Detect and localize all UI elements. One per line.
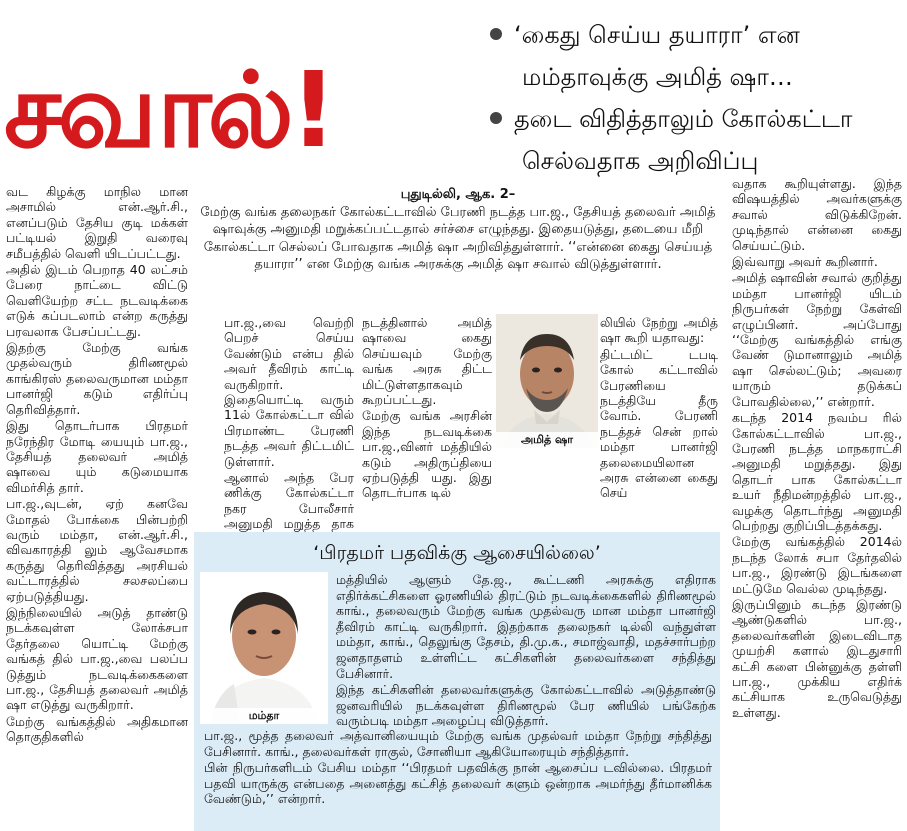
- paragraph: பா.ஜ., மூத்த தலைவர் அத்வானியையும் மேற்கு வங்க முதல்வர் மம்தா நேற்று சந்தித்து பேசினார். காங்., தலைவர்கள் ராகுல், சோனியா ஆகியோரையும் சந்தித்தார்.: [204, 728, 712, 759]
- paragraph: வதாக கூறியுள்ளது. இந்த விஷயத்தில் அவர்களுக்கு சவால் விடுக்கிறேன். முடிந்தால் என்னை கைது செய்யட்டும்.: [732, 176, 902, 253]
- column-3: [362, 315, 492, 502]
- paragraph: மேற்கு வங்கத்தில் 2014ல் நடந்த லோக் சபா தேர்தலில் பா.ஜ., இரண்டு இடங்களை மட்டுமே வெல்ல முடிந்தது.: [732, 534, 902, 596]
- paragraph: இவ்வாறு அவர் கூறினார்.: [732, 254, 878, 270]
- paragraph: அமித் ஷாவின் சவால் குறித்து மம்தா பானர்ஜி யிடம் நிருபர்கள் நேற்று கேள்வி எழுப்பினர். அப்போது ‘‘மேற்கு வங்கத்தில் எங்கு வேண் டுமானாலும் அமித் ஷா செல்லட்டும்; அவரை யாரும் தடுக்கப் போவதில்லை,’’ என்றார்.: [732, 270, 902, 409]
- paragraph: லியில் நேற்று அமித் ஷா கூறி யதாவது:: [600, 315, 718, 346]
- amit-shah-caption: அமித் ஷா: [496, 432, 598, 448]
- subheading-2: [488, 98, 903, 182]
- paragraph: வட கிழக்கு மாநில மான அசாமில் என்.ஆர்.சி., எனப்படும் தேசிய குடி மக்கள் பட்டியல் இறுதி வரைவு சமீபத்தில் வெளி யிடப்பட்டது.: [6, 184, 188, 261]
- paragraph: ஆனால் அந்த பேர ணிக்கு கோல்கட்டா நகர போலீசார் அனுமதி மறுத்த தாக: [224, 470, 354, 532]
- subheading-1-line1: ‘கைது செய்ய தயாரா’ என: [514, 21, 800, 49]
- paragraph: இந்த கட்சிகளின் தலைவர்களுக்கு கோல்கட்டாவில் அடுத்தாண்டு ஜனவரியில் நடக்கவுள்ள திரிணமூல் பேர ணியில் பங்கேற்க வரும்படி மம்தா அழைப்பு விடுத்தார்.: [336, 682, 716, 729]
- subheading-2-line2: செல்வதாக அறிவிப்பு: [522, 147, 759, 175]
- paragraph: இந்நிலையில் அடுத் தாண்டு நடக்கவுள்ள லோக்சபா தேர்தலை யொட்டி மேற்கு வங்கத் தில் பா.ஜ.,வை பலப்ப டுத்தும் நடவடிக்கைகளை பா.ஜ., தேசியத் தலைவர் அமித் ஷா எடுத்து வருகிறார்.: [6, 604, 188, 713]
- paragraph: பா.ஜ.,வுடன், ஏற் கனவே மோதல் போக்கை பின்பற்றி வரும் மம்தா, என்.ஆர்.சி., விவகாரத்தி லும் ஆவேசமாக கருத்து தெரிவித்தது அரசியல் வட்டாரத்தில் சலசலப்பை ஏற்படுத்தியது.: [6, 496, 188, 604]
- bullet-icon: [490, 112, 502, 124]
- box-text: [336, 572, 716, 730]
- column-1: [6, 184, 188, 746]
- paragraph: மேற்கு வங்கத்தில் அதிகமான தொகுதிகளில்: [6, 713, 188, 745]
- dateline: புதுடில்லி, ஆக. 2–: [400, 187, 516, 202]
- portrait-icon: [496, 314, 598, 448]
- subheading-2-line1: தடை விதித்தாலும் கோல்கட்டா: [514, 105, 853, 133]
- lede: [196, 186, 720, 274]
- column-4: [600, 315, 718, 502]
- paragraph: இருப்பினும் கடந்த இரண்டு ஆண்டுகளில் பா.ஜ., தலைவர்களின் இடைவிடாத முயற்சி களால் இடதுசாரி கட்சி களை பின்னுக்கு தள்ளி பா.ஜ., முக்கிய எதிர்க் கட்சியாக உருவெடுத்து உள்ளது.: [732, 596, 902, 720]
- subheadings: [488, 14, 903, 182]
- paragraph: மேற்கு வங்க அரசின் இந்த நடவடிக்கை பா.ஜ.,வினர் மத்தியில் கடும் அதிருப்தியை ஏற்படுத்தி யது. இது தொடர்பாக டில்: [362, 408, 492, 501]
- paragraph: கடந்த 2014 நவம்ப ரில் கோல்கட்டாவில் பா.ஜ., பேரணி நடத்த மாநகராட்சி அனுமதி மறுத்தது. இது தொடர் பாக கோல்கட்டா உயர் நீதிமன்றத்தில் பா.ஜ., வழக்கு தொடர்ந்து அனுமதி பெற்றது குறிப்பிடத்தக்கது.: [732, 410, 902, 533]
- paragraph: பா.ஜ.,வை வெற்றி பெறச் செய்ய வேண்டும் என்ப தில் அவர் தீவிரம் காட்டி வருகிறார். இதையொட்டி வரும் 11ல் கோல்கட்டா வில் பிரமாண்ட பேரணி நடத்த அவர் திட்டமிட் டுள்ளார்.: [224, 315, 354, 469]
- mamata-caption: மம்தா: [200, 708, 328, 724]
- paragraph: நடத்தினால் அமித் ஷாவை கைது செய்யவும் மேற்கு வங்க அரசு திட்ட மிட்டுள்ளதாகவும் கூறப்பட்டது.: [362, 315, 492, 408]
- column-2: [224, 315, 354, 564]
- mamata-photo: [200, 572, 328, 724]
- box-text-lower: [204, 728, 712, 808]
- bullet-icon: [490, 28, 502, 40]
- portrait-icon: [200, 572, 328, 724]
- paragraph: இது தொடர்பாக பிரதமர் நரேந்திர மோடி யையும் பா.ஜ., தேசியத் தலைவர் அமித் ஷாவை யும் கடுமையாக விமர்சித் தார்.: [6, 418, 188, 495]
- headline: சவால்!: [4, 49, 334, 171]
- subheading-1-line2: மம்தாவுக்கு அமித் ஷா…: [522, 63, 793, 91]
- lede-text: மேற்கு வங்க தலைநகர் கோல்கட்டாவில் பேரணி நடத்த பா.ஜ., தேசியத் தலைவர் அமித் ஷாவுக்கு அனுமதி மறுக்கப்பட்டதால் சர்ச்சை எழுந்தது. இதையடுத்து, தடையை மீறி கோல்கட்டா செல்லப் போவதாக அமித் ஷா அறிவித்துள்ளார். ‘‘என்னை கைது செய்யத் தயாரா’’ என மேற்கு வங்க அரசுக்கு அமித் ஷா சவால் விடுத்துள்ளார்.: [200, 204, 716, 272]
- amit-shah-photo: [496, 314, 598, 448]
- column-5: [732, 176, 902, 721]
- subheading-1: [488, 14, 903, 98]
- paragraph: மத்தியில் ஆளும் தே.ஜ., கூட்டணி அரசுக்கு எதிராக எதிர்க்கட்சிகளை ஓரணியில் திரட்டும் நடவடிக்கைகளில் திரிணமூல் காங்., தலைவரும் மேற்கு வங்க முதல்வரு மான மம்தா பானர்ஜி தீவிரம் காட்டி வருகிறார். இதற்காக தலைநகர் டில்லி வந்துள்ள மம்தா, காங்., தெலுங்கு தேசம், தி.மு.க., சமாஜ்வாதி, மதச்சார்பற்ற ஜனதாதளம் உள்ளிட்ட கட்சிகளின் தலைவர்களை சந்தித்து பேசினார்.: [336, 572, 716, 681]
- paragraph: இதற்கு மேற்கு வங்க முதல்வரும் திரிணமூல் காங்கிரஸ் தலைவருமான மம்தா பானர்ஜி கடும் எதிர்ப்பு தெரிவித்தார்.: [6, 340, 188, 417]
- paragraph: பின் நிருபர்களிடம் பேசிய மம்தா ‘‘பிரதமர் பதவிக்கு நான் ஆசைப்ப டவில்லை. பிரதமர் பதவி யாருக்கு என்பதை அனைத்து கட்சித் தலைவர் களும் ஒன்றாக அமர்ந்து தீர்மானிக்க வேண்டும்,’’ என்றார்.: [204, 760, 712, 807]
- box-headline: ‘பிரதமர் பதவிக்கு ஆசையில்லை’: [313, 542, 601, 564]
- paragraph: அதில் இடம் பெறாத 40 லட்சம் பேரை நாட்டை விட்டு வெளியேற்ற சட்ட நடவடிக்கை எடுக் கப்படலாம் என்ற கருத்து பரவலாக பேசப்பட்டது.: [6, 262, 188, 339]
- paragraph: திட்டமிட் டபடி கோல் கட்டாவில் பேரணியை நடத்தியே தீரு வோம். பேரணி நடத்தச் சென் றால் மம்தா பானர்ஜி தலைமையிலான அரசு என்னை கைது செய்: [600, 346, 718, 501]
